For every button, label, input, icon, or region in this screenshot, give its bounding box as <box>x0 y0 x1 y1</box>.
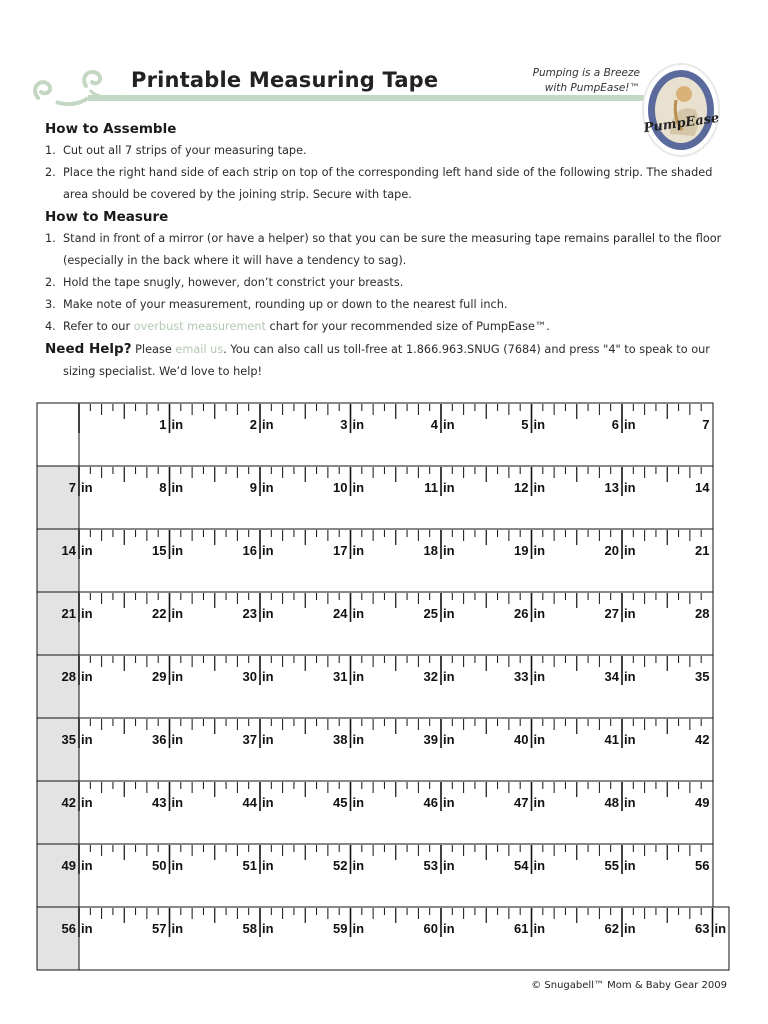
tape-unit-label: in <box>262 480 274 495</box>
tape-strip <box>37 529 713 592</box>
tape-number-label: 15 <box>152 543 167 558</box>
tape-unit-label: in <box>443 606 455 621</box>
tape-number-label: 39 <box>423 732 438 747</box>
tape-number-label: 42 <box>61 795 76 810</box>
tape-number-label: 20 <box>604 543 619 558</box>
tape-unit-label: in <box>352 858 365 873</box>
tape-unit-label: in <box>352 732 365 747</box>
tape-unit-label: in <box>443 543 455 558</box>
tape-unit-label: in <box>262 732 274 747</box>
tape-number-label: 14 <box>695 480 710 495</box>
tape-unit-label: in <box>533 795 546 810</box>
tape-number-label: 7 <box>702 417 710 432</box>
assemble-heading: How to Assemble <box>45 121 177 137</box>
tape-number-label: 29 <box>152 669 167 684</box>
tape-number-label: 35 <box>61 732 76 747</box>
step-text-pre: Refer to our <box>63 320 134 333</box>
tape-unit-label: in <box>171 480 184 495</box>
strip-join-shade <box>37 781 79 844</box>
tape-number-label: 54 <box>514 858 529 873</box>
tape-strip <box>37 718 713 781</box>
help-post: . You can also call us toll-free at 1.866.963.SNUG (7684) and press "4" to speak to our <box>223 343 710 356</box>
tape-unit-label: in <box>624 921 636 936</box>
tape-unit-label: in <box>262 669 274 684</box>
tape-unit-label: in <box>81 480 93 495</box>
tape-unit-label: in <box>262 858 274 873</box>
tape-number-label: 35 <box>695 669 710 684</box>
tape-number-label: 63 <box>695 921 710 936</box>
strip-join-shade <box>37 592 79 655</box>
tape-unit-label: in <box>624 606 636 621</box>
tape-unit-label: in <box>624 669 636 684</box>
tape-number-label: 1 <box>159 417 167 432</box>
tape-number-label: 56 <box>61 921 76 936</box>
tape-number-label: 41 <box>604 732 619 747</box>
tape-number-label: 17 <box>333 543 348 558</box>
tape-number-label: 21 <box>695 543 710 558</box>
tape-number-label: 6 <box>611 417 619 432</box>
tape-unit-label: in <box>262 795 274 810</box>
tape-number-label: 34 <box>604 669 619 684</box>
tape-number-label: 44 <box>242 795 257 810</box>
help-label: Need Help? <box>45 341 132 357</box>
tape-unit-label: in <box>443 732 455 747</box>
tape-number-label: 37 <box>242 732 257 747</box>
help-pre: Please <box>135 343 176 356</box>
tape-number-label: 13 <box>604 480 619 495</box>
tape-unit-label: in <box>533 606 546 621</box>
tape-unit-label: in <box>624 543 636 558</box>
tape-unit-label: in <box>624 858 636 873</box>
tape-number-label: 27 <box>604 606 619 621</box>
tape-number-label: 25 <box>423 606 438 621</box>
tape-number-label: 10 <box>333 480 348 495</box>
tape-strip <box>37 592 713 655</box>
tape-unit-label: in <box>352 606 365 621</box>
tape-number-label: 49 <box>695 795 710 810</box>
tape-number-label: 38 <box>333 732 348 747</box>
tape-unit-label: in <box>81 858 93 873</box>
tape-unit-label: in <box>714 921 727 936</box>
tape-unit-label: in <box>352 417 365 432</box>
page-title: Printable Measuring Tape <box>131 68 439 92</box>
tape-unit-label: in <box>443 795 455 810</box>
tape-number-label: 3 <box>340 417 348 432</box>
tape-unit-label: in <box>443 858 455 873</box>
step-number: 4. <box>45 320 56 333</box>
tape-unit-label: in <box>443 417 455 432</box>
step-text: Make note of your measurement, rounding up or down to the nearest full inch. <box>63 298 508 311</box>
tape-number-label: 23 <box>242 606 257 621</box>
tape-number-label: 51 <box>242 858 257 873</box>
tape-number-label: 14 <box>61 543 76 558</box>
tape-unit-label: in <box>352 795 365 810</box>
tape-number-label: 49 <box>61 858 76 873</box>
step-text: Hold the tape snugly, however, don’t constrict your breasts. <box>63 276 404 289</box>
tape-number-label: 61 <box>514 921 529 936</box>
measure-heading: How to Measure <box>45 209 169 225</box>
tape-strip <box>37 781 713 844</box>
tape-number-label: 52 <box>333 858 348 873</box>
tape-number-label: 58 <box>242 921 257 936</box>
tape-number-label: 30 <box>242 669 257 684</box>
tape-number-label: 42 <box>695 732 710 747</box>
tape-strip <box>37 466 713 529</box>
tape-number-label: 62 <box>604 921 619 936</box>
tape-unit-label: in <box>171 795 184 810</box>
tape-number-label: 18 <box>423 543 438 558</box>
tape-unit-label: in <box>171 921 184 936</box>
step-text: Place the right hand side of each strip on top of the corresponding left hand side of the following strip. The shaded area should be covered by the joining strip. Secure with tape. <box>63 166 713 201</box>
tape-unit-label: in <box>352 543 365 558</box>
tape-unit-label: in <box>624 417 636 432</box>
tape-number-label: 48 <box>604 795 619 810</box>
strip-join-shade <box>37 718 79 781</box>
tape-unit-label: in <box>81 795 93 810</box>
tape-number-label: 46 <box>423 795 438 810</box>
tape-number-label: 2 <box>249 417 257 432</box>
step-text: Stand in front of a mirror (or have a helper) so that you can be sure the measuring tape remains parallel to the floor (especially in the back where it will have a tendency to sag). <box>63 232 722 267</box>
tape-number-label: 36 <box>152 732 167 747</box>
step-text: Cut out all 7 strips of your measuring tape. <box>63 144 307 157</box>
tape-number-label: 55 <box>604 858 619 873</box>
tape-unit-label: in <box>533 858 546 873</box>
tape-unit-label: in <box>171 417 184 432</box>
tape-unit-label: in <box>81 732 93 747</box>
tape-number-label: 21 <box>61 606 76 621</box>
tape-number-label: 43 <box>152 795 167 810</box>
strip-join-shade <box>37 529 79 592</box>
tape-number-label: 16 <box>242 543 257 558</box>
tape-unit-label: in <box>624 732 636 747</box>
step-number: 3. <box>45 298 56 311</box>
tape-number-label: 7 <box>68 480 76 495</box>
tape-unit-label: in <box>533 669 546 684</box>
tape-unit-label: in <box>352 669 365 684</box>
help-continuation: sizing specialist. We’d love to help! <box>63 365 263 378</box>
tagline-line-2: with PumpEase!™ <box>544 82 640 94</box>
tape-number-label: 12 <box>514 480 529 495</box>
tape-unit-label: in <box>443 669 455 684</box>
tape-number-label: 32 <box>423 669 438 684</box>
tape-unit-label: in <box>443 921 455 936</box>
tape-strip <box>37 844 713 907</box>
tape-unit-label: in <box>171 669 184 684</box>
tape-unit-label: in <box>443 480 455 495</box>
tape-unit-label: in <box>533 480 546 495</box>
tape-number-label: 11 <box>424 480 438 495</box>
tape-unit-label: in <box>262 417 274 432</box>
tape-unit-label: in <box>624 795 636 810</box>
step-number: 1. <box>45 232 56 245</box>
logo-text: PumpEase <box>642 110 721 137</box>
tape-number-label: 22 <box>152 606 167 621</box>
tape-number-label: 4 <box>430 417 438 432</box>
tape-number-label: 40 <box>514 732 529 747</box>
tape-unit-label: in <box>352 480 365 495</box>
step-text-post: chart for your recommended size of PumpEase™. <box>265 320 550 333</box>
strip-join-shade <box>37 844 79 907</box>
tape-unit-label: in <box>533 921 546 936</box>
tape-strip <box>37 655 713 718</box>
tape-unit-label: in <box>262 543 274 558</box>
tape-number-label: 53 <box>423 858 438 873</box>
tape-unit-label: in <box>262 921 274 936</box>
tape-number-label: 8 <box>159 480 167 495</box>
tape-unit-label: in <box>171 732 184 747</box>
email-us-link[interactable]: email us <box>175 343 224 356</box>
tape-unit-label: in <box>262 606 274 621</box>
tape-unit-label: in <box>171 606 184 621</box>
tape-number-label: 56 <box>695 858 710 873</box>
step-number: 2. <box>45 276 56 289</box>
tape-unit-label: in <box>533 417 546 432</box>
tape-unit-label: in <box>171 543 184 558</box>
tape-unit-label: in <box>81 669 93 684</box>
tape-number-label: 24 <box>333 606 348 621</box>
tape-number-label: 57 <box>152 921 167 936</box>
tape-number-label: 59 <box>333 921 348 936</box>
tape-number-label: 28 <box>695 606 710 621</box>
tape-unit-label: in <box>533 732 546 747</box>
tape-unit-label: in <box>81 543 93 558</box>
tape-unit-label: in <box>81 606 93 621</box>
tape-strip <box>37 403 713 466</box>
tape-number-label: 5 <box>521 417 529 432</box>
step-number: 1. <box>45 144 56 157</box>
tape-number-label: 45 <box>333 795 348 810</box>
tape-number-label: 33 <box>514 669 529 684</box>
tape-number-label: 19 <box>514 543 529 558</box>
tape-number-label: 31 <box>333 669 348 684</box>
strip-join-shade <box>37 466 79 529</box>
tape-number-label: 28 <box>61 669 76 684</box>
tape-unit-label: in <box>171 858 184 873</box>
tape-unit-label: in <box>533 543 546 558</box>
tape-unit-label: in <box>81 921 93 936</box>
tape-number-label: 60 <box>423 921 438 936</box>
tagline-line-1: Pumping is a Breeze <box>532 67 640 79</box>
tape-number-label: 50 <box>152 858 167 873</box>
tape-number-label: 26 <box>514 606 529 621</box>
tape-unit-label: in <box>352 921 365 936</box>
copyright-footer: © Snugabell™ Mom & Baby Gear 2009 <box>531 980 727 991</box>
tape-strip <box>37 907 729 970</box>
strip-join-shade <box>37 907 79 970</box>
overbust-measurement-link[interactable]: overbust measurement <box>133 320 266 333</box>
tape-number-label: 9 <box>249 480 257 495</box>
tape-unit-label: in <box>624 480 636 495</box>
strip-join-shade <box>37 655 79 718</box>
step-number: 2. <box>45 166 56 179</box>
tape-number-label: 47 <box>514 795 529 810</box>
